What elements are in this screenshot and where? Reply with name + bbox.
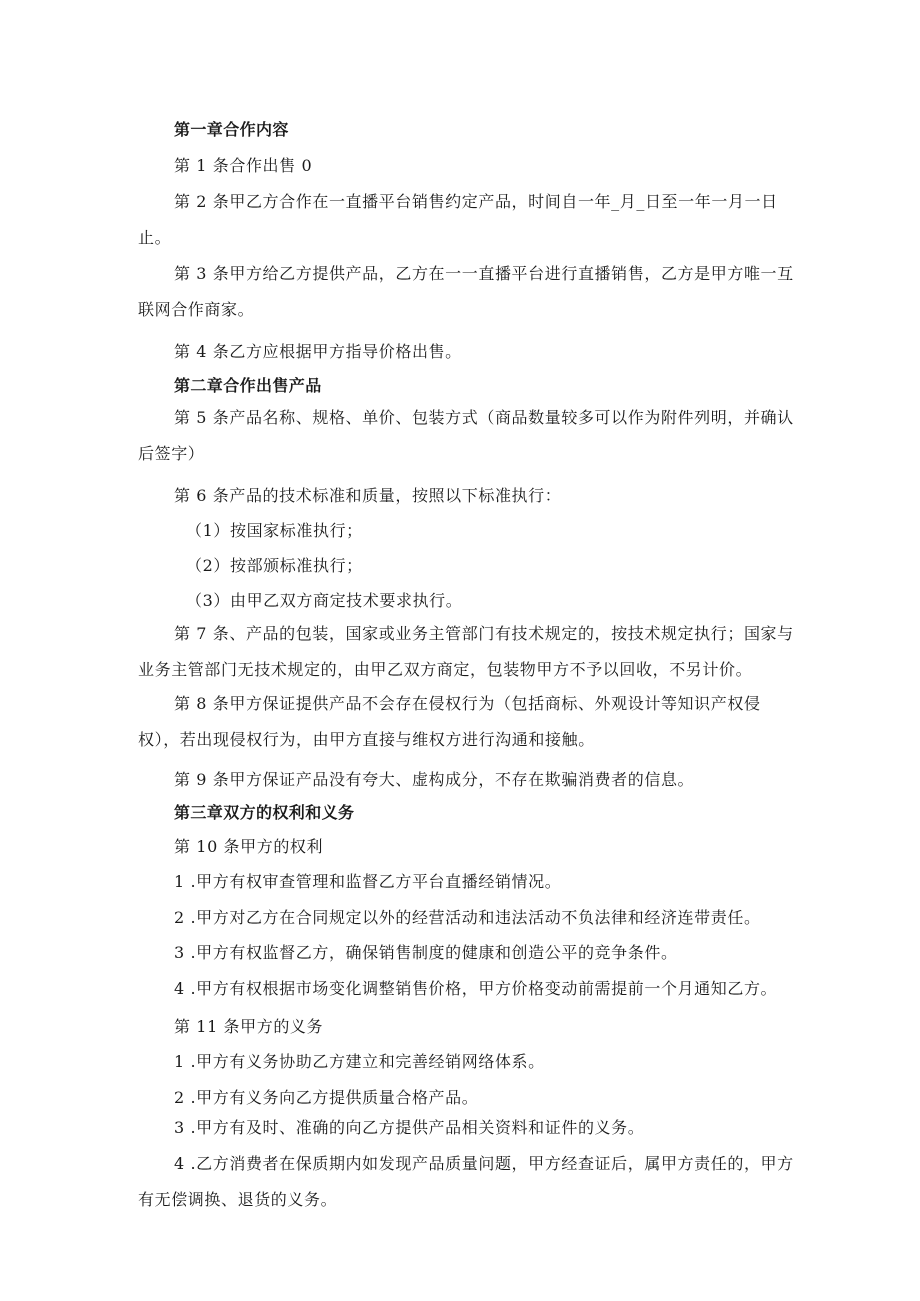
article-11-item-4: 4 .乙方消费者在保质期内如发现产品质量问题，甲方经查证后，属甲方责任的，甲方有无偿调换、退货的义务。 xyxy=(138,1154,794,1209)
article-11-item-2: 2 .甲方有义务向乙方提供质量合格产品。 xyxy=(174,1088,479,1107)
article-11: 第 11 条甲方的义务 xyxy=(174,1017,324,1036)
article-6-item-1: （1）按国家标准执行； xyxy=(186,521,363,540)
article-6: 第 6 条产品的技术标准和质量，按照以下标准执行： xyxy=(174,486,562,505)
article-6-item-3: （3）由甲乙双方商定技术要求执行。 xyxy=(186,591,463,610)
chapter-1-title: 第一章合作内容 xyxy=(174,120,289,139)
article-9: 第 9 条甲方保证产品没有夸大、虚构成分，不存在欺骗消费者的信息。 xyxy=(174,770,695,789)
article-10-item-4: 4 .甲方有权根据市场变化调整销售价格，甲方价格变动前需提前一个月通知乙方。 xyxy=(174,979,778,998)
chapter-2-title: 第二章合作出售产品 xyxy=(174,376,322,395)
article-11-item-1: 1 .甲方有义务协助乙方建立和完善经销网络体系。 xyxy=(174,1052,545,1071)
article-11-item-3: 3 .甲方有及时、准确的向乙方提供产品相关资料和证件的义务。 xyxy=(174,1118,645,1137)
article-6-item-2: （2）按部颁标准执行； xyxy=(186,556,363,575)
article-10-item-1: 1 .甲方有权审查管理和监督乙方平台直播经销情况。 xyxy=(174,872,562,891)
article-10-item-3: 3 .甲方有权监督乙方，确保销售制度的健康和创造公平的竞争条件。 xyxy=(174,943,678,962)
article-4: 第 4 条乙方应根据甲方指导价格出售。 xyxy=(174,342,462,361)
article-10-item-2: 2 .甲方对乙方在合同规定以外的经营活动和违法活动不负法律和经济连带责任。 xyxy=(174,908,761,927)
article-3: 第 3 条甲方给乙方提供产品，乙方在一一直播平台进行直播销售，乙方是甲方唯一互联网合作商家。 xyxy=(138,264,794,319)
article-5: 第 5 条产品名称、规格、单价、包装方式（商品数量较多可以作为附件列明，并确认后签字） xyxy=(138,408,794,463)
chapter-3-title: 第三章双方的权利和义务 xyxy=(174,803,355,822)
article-7: 第 7 条、产品的包装，国家或业务主管部门有技术规定的，按技术规定执行；国家与业务主管部门无技术规定的，由甲乙双方商定，包装物甲方不予以回收，不另计价。 xyxy=(138,624,794,679)
article-2: 第 2 条甲乙方合作在一直播平台销售约定产品，时间自一年_月_日至一年一月一日止。 xyxy=(138,192,778,247)
article-1: 第 1 条合作出售 0 xyxy=(174,156,313,175)
article-10: 第 10 条甲方的权利 xyxy=(174,837,324,856)
article-8: 第 8 条甲方保证提供产品不会存在侵权行为（包括商标、外观设计等知识产权侵权），若出现侵权行为，由甲方直接与维权方进行沟通和接触。 xyxy=(138,694,761,749)
